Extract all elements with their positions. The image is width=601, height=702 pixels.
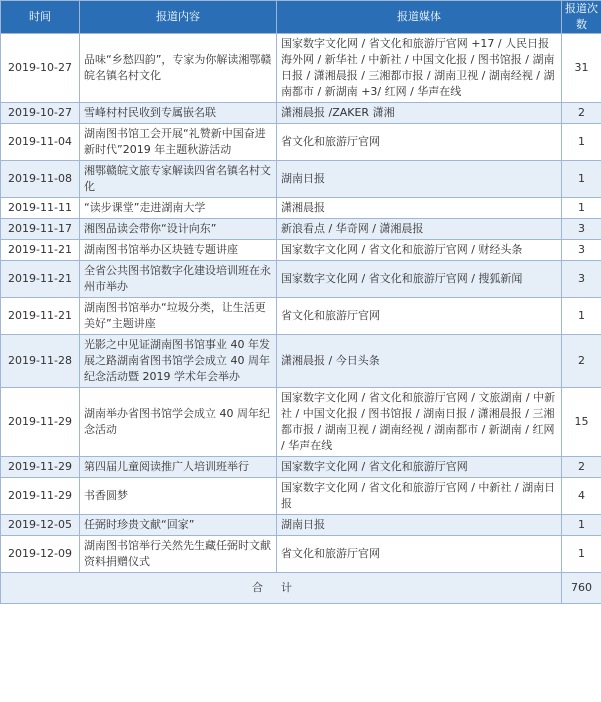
cell-count: 4: [562, 478, 601, 515]
cell-content: 雪峰村村民收到专属嵌名联: [80, 103, 277, 124]
cell-content: 湘鄂赣皖文旅专家解读四省名镇名村文化: [80, 161, 277, 198]
cell-media: 省文化和旅游厅官网: [277, 536, 562, 573]
cell-date: 2019-11-29: [1, 478, 80, 515]
total-row: [1, 573, 601, 604]
table-row: [1, 261, 601, 298]
cell-count: 1: [562, 198, 601, 219]
cell-count: 3: [562, 240, 601, 261]
cell-content: 光影之中见证湖南图书馆事业 40 年发展之路湖南省图书馆学会成立 40 周年纪念活动暨 2019 学术年会举办: [80, 335, 277, 388]
cell-count: 1: [562, 124, 601, 161]
table-row: [1, 161, 601, 198]
header-content: 报道内容: [80, 1, 277, 34]
cell-media: 省文化和旅游厅官网: [277, 298, 562, 335]
cell-count: 1: [562, 515, 601, 536]
cell-count: 3: [562, 219, 601, 240]
cell-content: 书香圆梦: [80, 478, 277, 515]
cell-content: 第四届儿童阅读推广人培训班举行: [80, 457, 277, 478]
table-row: [1, 298, 601, 335]
total-value: 760: [562, 573, 601, 604]
cell-count: 2: [562, 103, 601, 124]
cell-date: 2019-11-04: [1, 124, 80, 161]
table-row: [1, 388, 601, 457]
cell-date: 2019-11-21: [1, 240, 80, 261]
table-row: [1, 536, 601, 573]
cell-date: 2019-11-08: [1, 161, 80, 198]
cell-date: 2019-10-27: [1, 103, 80, 124]
cell-date: 2019-11-21: [1, 298, 80, 335]
cell-media: 国家数字文化网 / 省文化和旅游厅官网: [277, 457, 562, 478]
cell-content: 全省公共图书馆数字化建设培训班在永州市举办: [80, 261, 277, 298]
cell-date: 2019-12-05: [1, 515, 80, 536]
cell-count: 15: [562, 388, 601, 457]
table-row: [1, 34, 601, 103]
table-row: [1, 219, 601, 240]
cell-media: 新浪看点 / 华奇网 / 潇湘晨报: [277, 219, 562, 240]
cell-media: 湖南日报: [277, 515, 562, 536]
cell-date: 2019-11-29: [1, 388, 80, 457]
table-row: [1, 457, 601, 478]
cell-date: 2019-11-17: [1, 219, 80, 240]
cell-date: 2019-11-21: [1, 261, 80, 298]
table-row: [1, 240, 601, 261]
cell-count: 2: [562, 457, 601, 478]
cell-media: 国家数字文化网 / 省文化和旅游厅官网 / 文旅湖南 / 中新社 / 中国文化报 / 图书馆报 / 湖南日报 / 潇湘晨报 / 三湘都市报 / 湖南卫视 / 湖南经视 / 湖南都市 / 新湖南 / 红网 / 华声在线: [277, 388, 562, 457]
table-row: [1, 103, 601, 124]
cell-content: 湖南图书馆举行关然先生藏任弼时文献资料捐赠仪式: [80, 536, 277, 573]
header-date: 时间: [1, 1, 80, 34]
cell-count: 1: [562, 536, 601, 573]
cell-date: 2019-12-09: [1, 536, 80, 573]
cell-media: 潇湘晨报: [277, 198, 562, 219]
table-header-row: [1, 1, 601, 34]
cell-content: 品味“乡愁四韵”，专家为你解读湘鄂赣皖名镇名村文化: [80, 34, 277, 103]
table-row: [1, 478, 601, 515]
table-row: [1, 335, 601, 388]
total-label: 合计: [1, 573, 562, 604]
table-row: [1, 515, 601, 536]
cell-content: 湖南图书馆举办“垃圾分类，让生活更美好”主题讲座: [80, 298, 277, 335]
cell-content: 任弼时珍贵文献“回家”: [80, 515, 277, 536]
cell-media: 潇湘晨报 /ZAKER 潇湘: [277, 103, 562, 124]
cell-media: 国家数字文化网 / 省文化和旅游厅官网 +17 / 人民日报海外网 / 新华社 / 中新社 / 中国文化报 / 图书馆报 / 湖南日报 / 潇湘晨报 / 三湘都市报 / 湖南卫视 / 湖南经视 / 湖南都市 / 新湖南 +3/ 红网 / 华声在线: [277, 34, 562, 103]
header-media: 报道媒体: [277, 1, 562, 34]
cell-count: 2: [562, 335, 601, 388]
cell-content: 湖南举办省图书馆学会成立 40 周年纪念活动: [80, 388, 277, 457]
cell-content: “读步课堂”走进湖南大学: [80, 198, 277, 219]
cell-media: 省文化和旅游厅官网: [277, 124, 562, 161]
cell-count: 1: [562, 298, 601, 335]
cell-date: 2019-11-29: [1, 457, 80, 478]
cell-count: 31: [562, 34, 601, 103]
cell-media: 国家数字文化网 / 省文化和旅游厅官网 / 中新社 / 湖南日报: [277, 478, 562, 515]
cell-count: 3: [562, 261, 601, 298]
table-body: [1, 34, 601, 573]
cell-media: 国家数字文化网 / 省文化和旅游厅官网 / 搜狐新闻: [277, 261, 562, 298]
cell-media: 国家数字文化网 / 省文化和旅游厅官网 / 财经头条: [277, 240, 562, 261]
table-row: [1, 198, 601, 219]
table-row: [1, 124, 601, 161]
cell-media: 潇湘晨报 / 今日头条: [277, 335, 562, 388]
header-count: 报道次数: [562, 1, 601, 34]
cell-date: 2019-11-28: [1, 335, 80, 388]
cell-date: 2019-11-11: [1, 198, 80, 219]
cell-content: 湖南图书馆举办区块链专题讲座: [80, 240, 277, 261]
cell-count: 1: [562, 161, 601, 198]
cell-media: 湖南日报: [277, 161, 562, 198]
cell-content: 湘图品读会带你“设计向东”: [80, 219, 277, 240]
cell-date: 2019-10-27: [1, 34, 80, 103]
cell-content: 湖南图书馆工会开展“礼赞新中国奋进新时代”2019 年主题秋游活动: [80, 124, 277, 161]
